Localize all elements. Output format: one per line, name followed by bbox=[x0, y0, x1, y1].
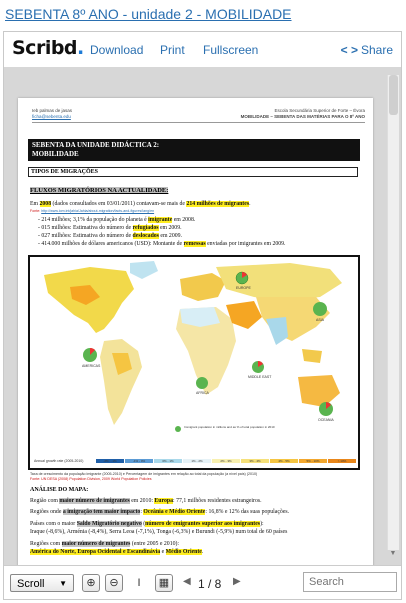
fact-highlight: remessas bbox=[183, 241, 206, 247]
analysis-text: Regiões onde bbox=[30, 509, 63, 515]
analysis-text: e bbox=[160, 549, 166, 555]
bullet-dash: - bbox=[38, 217, 42, 223]
map-label-americas: AMERICAS bbox=[82, 364, 101, 368]
legend-title: Annual growth rate (2005-2010) bbox=[34, 459, 84, 463]
analysis-line bbox=[30, 529, 287, 535]
legend-swatch: 2% - 3% bbox=[212, 459, 240, 463]
map-label-asia: ASIA bbox=[316, 318, 324, 322]
legend-swatch: 3% - 4% bbox=[241, 459, 269, 463]
fact-highlight: refugiados bbox=[132, 225, 159, 231]
intro-mid: (dados consultados em 03/01/2011) contavam-se mais de bbox=[51, 201, 187, 207]
bullet-dash: - bbox=[38, 225, 42, 231]
share-icon: < > bbox=[340, 43, 358, 57]
view-mode-select[interactable] bbox=[10, 574, 74, 592]
intro-pre: Em bbox=[30, 201, 40, 207]
viewer-toolbar bbox=[4, 32, 401, 67]
africa-pie bbox=[196, 377, 208, 389]
flows-heading-text: FLUXOS MIGRATÓRIOS NA ACTUALIDADE: bbox=[30, 187, 169, 194]
fact-text: 214 milhões; 3,1% da população do planeta é bbox=[41, 217, 149, 223]
header-divider bbox=[32, 122, 365, 123]
view-mode-value: Scroll bbox=[17, 578, 45, 590]
map-legend-note: Immigrant population in millions and as % of total population in 2010 bbox=[184, 425, 275, 429]
prev-page-icon[interactable]: ◀ bbox=[183, 576, 191, 587]
source-link[interactable]: http://www.iom.int/jahia/Jahia/about-migration/facts-and-figures/lang/en bbox=[41, 209, 155, 213]
bullet-dash: - bbox=[38, 241, 42, 247]
intro-paragraph bbox=[30, 201, 251, 207]
fact-text-end: enviadas por imigrantes em 2009. bbox=[205, 241, 286, 247]
legend-swatch: 1% - 2% bbox=[183, 459, 211, 463]
header-subject: MOBILIDADE – SEBENTA DAS MATÉRIAS PARA O 8º ANO bbox=[240, 114, 365, 119]
grid-icon: ▦ bbox=[158, 577, 170, 589]
section-title-line1: SEBENTA DA UNIDADE DIDÁCTICA 2: bbox=[32, 141, 160, 149]
analysis-text: Regiões com bbox=[30, 541, 62, 547]
scribd-viewer bbox=[3, 31, 402, 600]
print-button[interactable]: Print bbox=[160, 43, 185, 57]
map-label-oceania: OCEANIA bbox=[318, 418, 334, 422]
fullscreen-button[interactable]: Fullscreen bbox=[203, 43, 259, 57]
analysis-line bbox=[30, 549, 203, 555]
fact-text: 027 milhões: Estimativa do número de bbox=[41, 233, 133, 239]
legend-swatch: 0% - 1% bbox=[154, 459, 182, 463]
logo-text: Scribd bbox=[12, 37, 78, 59]
share-label: Share bbox=[360, 43, 393, 57]
header-school: Escola Secundária Superior de Forte – Évora bbox=[274, 108, 365, 113]
fact-item bbox=[38, 241, 286, 247]
scrollbar-thumb[interactable] bbox=[389, 75, 398, 115]
map-svg bbox=[30, 257, 358, 468]
legend-swatch: 5% - 10% bbox=[299, 459, 327, 463]
fact-text-end: em 2008. bbox=[172, 217, 196, 223]
document-page bbox=[18, 98, 373, 596]
fact-highlight: deslocados bbox=[132, 233, 159, 239]
logo-dot: . bbox=[77, 37, 84, 59]
asia-pie bbox=[313, 302, 327, 316]
analysis-text: : bbox=[140, 509, 144, 515]
vertical-scrollbar[interactable] bbox=[387, 75, 399, 550]
document-stage bbox=[4, 67, 401, 567]
text-cursor-icon: I bbox=[137, 577, 141, 589]
analysis-line bbox=[30, 541, 179, 547]
bullet-dash: - bbox=[38, 233, 42, 239]
source-label: Fonte: bbox=[30, 209, 41, 213]
grid-view-button[interactable] bbox=[155, 574, 173, 592]
analysis-highlight: maior número de imigrantes bbox=[59, 498, 130, 504]
map-caption: Taxa de crescimento da população imigrante (2005-2010) e Percentagem de imigrantes em relação ao total da população (a nível país) (2010) bbox=[30, 472, 258, 476]
analysis-highlight: a imigração tem maior impacto bbox=[62, 509, 141, 515]
analysis-line bbox=[30, 521, 264, 527]
analysis-highlight: Europa bbox=[154, 498, 174, 504]
analysis-highlight: maior número de migrantes bbox=[61, 541, 131, 547]
intro-bold: 214 milhões de migrantes bbox=[186, 201, 250, 207]
search-input[interactable] bbox=[303, 572, 397, 592]
fact-text-end: em 2009. bbox=[158, 233, 182, 239]
map-caption-source: Fonte: UN DESA (2008) Population Division, 2009 World Population Policies bbox=[30, 477, 152, 481]
header-author: Ieb palmas de jasas bbox=[32, 108, 73, 113]
legend-swatch: > 10% bbox=[328, 459, 356, 463]
analysis-text: ( bbox=[141, 521, 146, 527]
zoom-out-icon: ⊖ bbox=[109, 577, 119, 589]
fact-highlight: imigrante bbox=[148, 217, 173, 223]
analysis-highlight: Oceânia e Médio Oriente bbox=[143, 509, 206, 515]
analysis-heading: ANÁLISE DO MAPA: bbox=[30, 487, 89, 493]
legend-swatch: 4% - 5% bbox=[270, 459, 298, 463]
analysis-highlight: número de emigrantes superior aos imigrantes bbox=[145, 521, 261, 527]
analysis-text: Países com o maior bbox=[30, 521, 77, 527]
zoom-out-button[interactable] bbox=[105, 574, 123, 592]
fact-text: 414.000 milhões de dólares americanos (USD): Montante de bbox=[41, 241, 184, 247]
analysis-text: : 16,8% e 12% das suas populações. bbox=[205, 509, 290, 515]
fact-item bbox=[38, 225, 182, 231]
scroll-down-arrow-icon[interactable]: ▼ bbox=[389, 550, 397, 557]
fact-text-end: em 2009. bbox=[158, 225, 182, 231]
page-header-left bbox=[32, 108, 72, 120]
zoom-in-button[interactable] bbox=[82, 574, 100, 592]
analysis-text: em 2010: bbox=[129, 498, 155, 504]
analysis-text: Iraque (-8,6%), Arménia (-8,4%), Serra Leoa (-7,1%), Tonga (-6,3%) e Burundi (-5,9%) num total de 60 países bbox=[30, 529, 288, 535]
section-title-bar bbox=[28, 139, 360, 161]
map-label-middle-east: MIDDLE EAST bbox=[248, 375, 272, 379]
southeast-asia-shape bbox=[302, 349, 322, 363]
analysis-text: (entre 2005 e 2010): bbox=[130, 541, 180, 547]
flows-heading bbox=[30, 187, 168, 194]
viewer-footer bbox=[4, 565, 401, 599]
intro-year: 2008 bbox=[39, 201, 52, 207]
section-title-line2: MOBILIDADE bbox=[32, 150, 79, 158]
text-select-button[interactable] bbox=[130, 574, 148, 592]
analysis-highlight: Médio Oriente bbox=[165, 549, 202, 555]
next-page-icon[interactable]: ▶ bbox=[233, 576, 241, 587]
fact-text: 015 milhões: Estimativa do número de bbox=[41, 225, 133, 231]
chevron-down-icon: ▼ bbox=[59, 579, 67, 588]
fact-item bbox=[38, 233, 182, 239]
analysis-text: Região com bbox=[30, 498, 60, 504]
page-indicator: 1 / 8 bbox=[198, 577, 222, 591]
document-title-link[interactable]: SEBENTA 8º ANO - unidade 2 - MOBILIDADE bbox=[5, 6, 292, 22]
scribd-logo[interactable] bbox=[12, 37, 84, 59]
fact-item bbox=[38, 217, 195, 223]
download-button[interactable]: Download bbox=[90, 43, 144, 57]
zoom-in-icon: ⊕ bbox=[86, 577, 96, 589]
world-migration-map bbox=[28, 255, 360, 470]
analysis-line bbox=[30, 509, 289, 515]
source-line bbox=[30, 209, 154, 213]
page-header-right bbox=[241, 108, 365, 120]
analysis-text: . bbox=[201, 549, 204, 555]
legend-pie-icon bbox=[175, 426, 181, 432]
intro-end: . bbox=[249, 201, 251, 207]
header-email-link[interactable]: ficha@sebenta.edu bbox=[32, 114, 71, 119]
subsection-box: TIPOS DE MIGRAÇÕES bbox=[28, 167, 358, 177]
analysis-text: : 77,1 milhões residentes estrangeiros. bbox=[173, 498, 262, 504]
analysis-highlight: Saldo Migratório negativo bbox=[76, 521, 142, 527]
analysis-line bbox=[30, 498, 262, 504]
map-label-europe: EUROPE bbox=[236, 286, 251, 290]
map-legend bbox=[34, 459, 354, 466]
legend-swatch: -1% - 0% bbox=[125, 459, 153, 463]
analysis-highlight: América do Norte, Europa Ocidental e Escandinávia bbox=[30, 549, 161, 555]
analysis-text: ): bbox=[260, 521, 264, 527]
legend-swatch: -2% - -1% bbox=[96, 459, 124, 463]
map-label-africa: AFRICA bbox=[196, 391, 209, 395]
share-button[interactable] bbox=[341, 43, 393, 57]
